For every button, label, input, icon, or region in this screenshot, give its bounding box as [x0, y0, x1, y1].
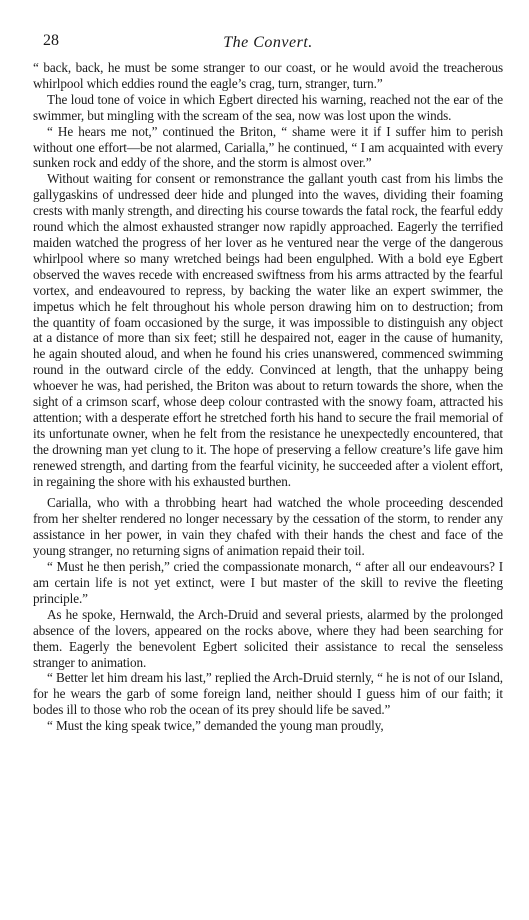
paragraph: As he spoke, Hernwald, the Arch-Druid and several priests, alarmed by the prolonged absence of the lovers, appeared on the rocks above, where they had been searching for them. Eagerly the benevolent Egbert solicited their assistance to recal the senseless stranger to animation.: [33, 606, 503, 670]
body-text: [33, 60, 503, 734]
paragraph: “ back, back, he must be some stranger to our coast, or he would avoid the treacherous whirlpool which eddies round the eagle’s crag, turn, stranger, turn.”: [33, 60, 503, 91]
running-title: The Convert.: [223, 34, 313, 51]
running-head: [33, 32, 503, 60]
paragraph: “ Must he then perish,” cried the compassionate monarch, “ after all our endeavours? I am certain life is not yet extinct, were I but master of the skill to revive the fleeting principle.”: [33, 559, 503, 606]
page-number: 28: [43, 32, 59, 49]
paragraph: “ He hears me not,” continued the Briton, “ shame were it if I suffer him to perish without one effort—be not alarmed, Carialla,” he continued, “ I am acquainted with every sunken rock and eddy of the shore, and the storm is almost over.”: [33, 123, 503, 171]
paragraph: “ Must the king speak twice,” demanded the young man proudly,: [47, 718, 384, 734]
paragraph: “ Better let him dream his last,” replied the Arch-Druid sternly, “ he is not of our Island, for he wears the garb of some foreign land, neither should I guess him of our faith; it bodes ill to those who rob the ocean of its prey should life be saved.”: [33, 670, 503, 718]
paragraph: Without waiting for consent or remonstrance the gallant youth cast from his limbs the gallygaskins of undressed deer hide and plunged into the waves, dividing their foaming crests with manly strength, and directing his course towards the fatal rock, the fearful eddy round which the almost exhausted stranger now rapidly approached. Eagerly the terrified maiden watched the progress of her lover as he ventured near the verge of the dangerous whirlpool where so many wretched beings had been engulphed. With a bold eye Egbert observed the waves recede with encreased swiftness from his arms attracted by the fearful vortex, and endeavoured to repress, by backing the water like an expert swimmer, the impetus which he felt throughout his whole person drawing him on to destruction; from the quantity of foam occasioned by the surge, it was impossible to distinguish any object at a distance of more than six feet; still he despaired not, eager in the cause of humanity, he again shouted aloud, and when he found his cries unanswered, commenced swimming round in the outward circle of the eddy. Convinced at length, that the unhappy being whoever he was, had perished, the Briton was about to return towards the shore, when the sight of a crimson scarf, whose deep colour contrasted with the snowy foam, attracted his attention; with a desperate effort he stretched forth his hand to secure the frail memorial of its unfortunate owner, when he felt from the resistance he unexpectedly encountered, that the drowning man yet clung to it. The hope of preserving a fellow creature’s life gave him renewed strength, and darting from the fearful vicinity, he succeeded after a violent effort, in regaining the shore with his exhausted burthen.: [33, 171, 503, 489]
paragraph: The loud tone of voice in which Egbert directed his warning, reached not the ear of the swimmer, but mingling with the scream of the sea, now was lost upon the winds.: [33, 91, 503, 123]
paragraph: Carialla, who with a throbbing heart had watched the whole proceeding descended from her shelter rendered no longer necessary by the cessation of the storm, to render any assistance in her power, in vain they chafed with their hands the chest and face of the young stranger, no returning signs of animation repaid their toil.: [33, 495, 503, 559]
